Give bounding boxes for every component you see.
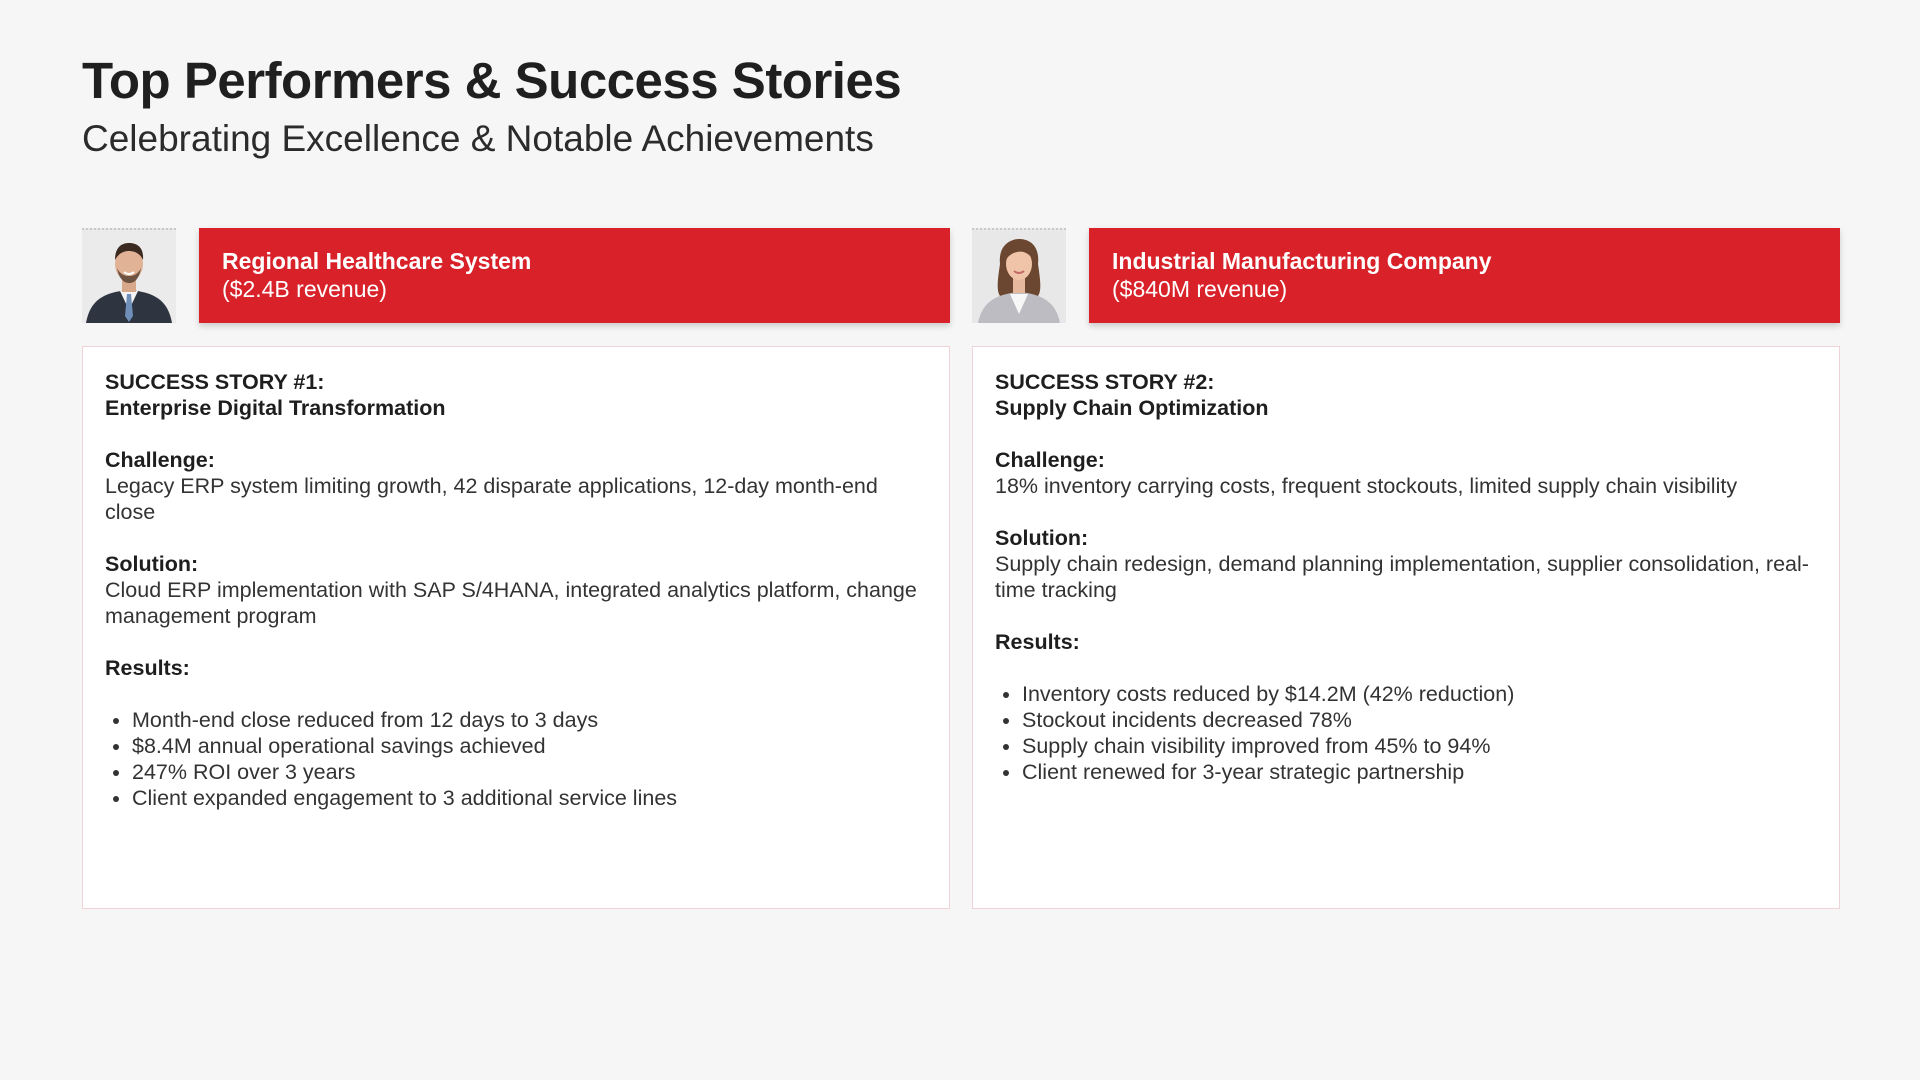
person-male-avatar (82, 228, 176, 323)
story-card (82, 346, 950, 909)
results-list (105, 707, 927, 811)
success-story-2 (972, 228, 1840, 784)
page-subtitle: Celebrating Excellence & Notable Achievements (82, 118, 874, 159)
person-female-avatar (972, 228, 1066, 323)
challenge-text: Legacy ERP system limiting growth, 42 disparate applications, 12-day month-end close (105, 474, 878, 524)
solution-label: Solution: (995, 526, 1089, 550)
list-item: • 247% ROI over 3 years (132, 759, 927, 785)
solution-text: Cloud ERP implementation with SAP S/4HANA, integrated analytics platform, change management program (105, 578, 917, 628)
person-female-avatar-icon (972, 230, 1066, 323)
challenge-text: 18% inventory carrying costs, frequent stockouts, limited supply chain visibility (995, 474, 1738, 498)
story-title: Supply Chain Optimization (995, 396, 1269, 420)
list-item: • $8.4M annual operational savings achieved (132, 733, 927, 759)
story-header (972, 228, 1840, 323)
person-male-avatar-icon (82, 230, 176, 323)
company-revenue: ($2.4B revenue) (222, 276, 387, 302)
page-title: Top Performers & Success Stories (82, 52, 902, 109)
company-banner (199, 228, 950, 323)
solution-text: Supply chain redesign, demand planning implementation, supplier consolidation, real-time tracking (995, 552, 1809, 602)
solution-label: Solution: (105, 552, 199, 576)
story-label: SUCCESS STORY #1: (105, 370, 325, 394)
list-item: • Stockout incidents decreased 78% (1022, 707, 1817, 733)
company-name: Industrial Manufacturing Company (1112, 248, 1492, 274)
list-item: • Supply chain visibility improved from 45% to 94% (1022, 733, 1817, 759)
company-name: Regional Healthcare System (222, 248, 532, 274)
company-banner (1089, 228, 1840, 323)
story-header (82, 228, 950, 323)
results-label: Results: (105, 656, 190, 680)
challenge-label: Challenge: (995, 448, 1105, 472)
results-list (995, 681, 1817, 785)
list-item: • Month-end close reduced from 12 days to 3 days (132, 707, 927, 733)
challenge-label: Challenge: (105, 448, 215, 472)
story-label: SUCCESS STORY #2: (995, 370, 1215, 394)
list-item: • Inventory costs reduced by $14.2M (42% reduction) (1022, 681, 1817, 707)
story-card (972, 346, 1840, 909)
company-revenue: ($840M revenue) (1112, 276, 1288, 302)
success-story-1 (82, 228, 950, 810)
story-title: Enterprise Digital Transformation (105, 396, 446, 420)
list-item: • Client expanded engagement to 3 additional service lines (132, 785, 927, 811)
results-label: Results: (995, 630, 1080, 654)
list-item: • Client renewed for 3-year strategic partnership (1022, 759, 1817, 785)
